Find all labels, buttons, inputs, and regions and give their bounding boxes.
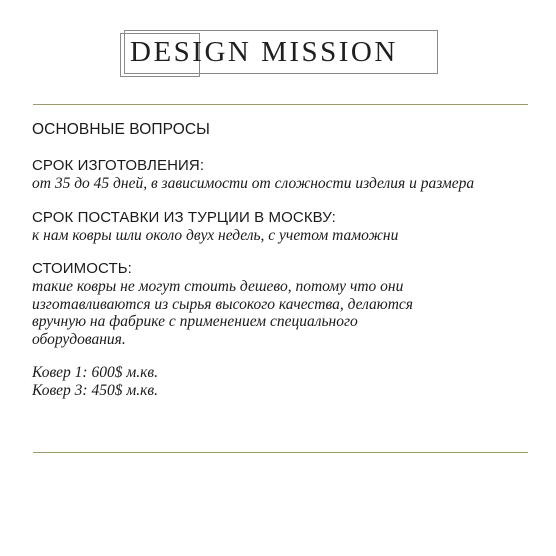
brand-logo: [120, 30, 438, 80]
faq-question: СТОИМОСТЬ:: [32, 260, 132, 277]
faq-item-production-time: [32, 156, 537, 193]
bottom-divider: [33, 452, 528, 453]
faq-answer: к нам ковры шли около двух недель, с учетом таможни: [32, 226, 399, 244]
top-divider: [33, 104, 528, 105]
faq-question: СРОК ПОСТАВКИ ИЗ ТУРЦИИ В МОСКВУ:: [32, 208, 336, 226]
price-item: Ковер 3: 450$ м.кв.: [32, 381, 158, 399]
faq-section: [32, 120, 537, 399]
faq-answer: такие ковры не могут стоить дешево, потому что они изготавливаются из сырья высокого качества, делаются вручную на фабрике с применением специального оборудования.: [32, 278, 414, 348]
faq-item-cost: [32, 259, 537, 348]
faq-question: СРОК ИЗГОТОВЛЕНИЯ:: [32, 157, 205, 174]
logo-text: DESIGN MISSION: [130, 36, 398, 68]
faq-item-delivery-time: [32, 208, 537, 245]
faq-title: ОСНОВНЫЕ ВОПРОСЫ: [32, 121, 210, 138]
price-item: Ковер 1: 600$ м.кв.: [32, 364, 158, 381]
price-list: [32, 364, 537, 399]
faq-answer: от 35 до 45 дней, в зависимости от сложности изделия и размера: [32, 175, 475, 192]
